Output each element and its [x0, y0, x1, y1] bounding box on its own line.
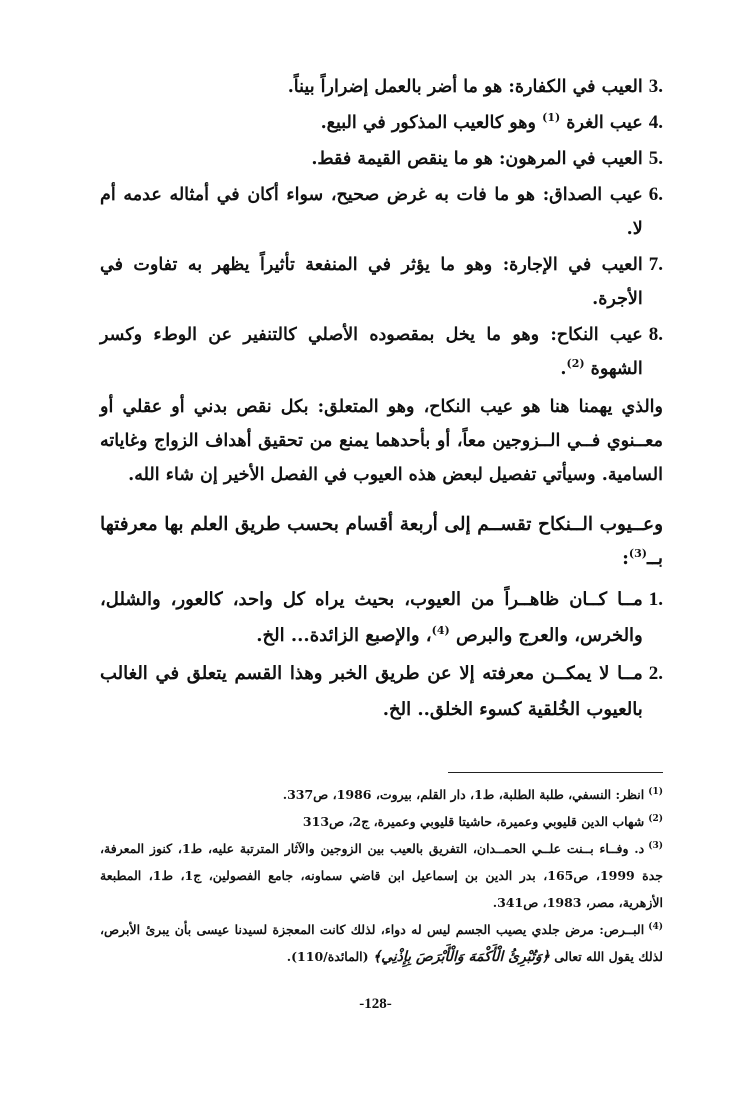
section-heading: وعــيوب الــنكاح تقســم إلى أربعة أقسام بحسب طريق العلم بها معرفتها بــ$^{(3)}$: — [100, 514, 663, 569]
footnote-ref[interactable]: (2) — [566, 357, 585, 371]
item-number: .6 — [648, 184, 663, 205]
list-item — [100, 70, 663, 104]
footnote-mark: (1) — [648, 786, 663, 797]
page-number: -128- — [359, 996, 392, 1012]
footnote-mark: (2) — [648, 813, 663, 824]
item-number: .1 — [648, 589, 663, 610]
list-item — [100, 106, 663, 140]
item-text: العيب في الإجارة: وهو ما يؤثر في المنفعة تأثيراً يظهر به تفاوت في الأجرة. — [100, 255, 643, 309]
footnote-mark: (3) — [648, 840, 663, 851]
item-text: العيب في الكفارة: هو ما أضر بالعمل إضراراً بيناً. — [287, 77, 643, 97]
list-item — [100, 582, 663, 654]
item-number: .3 — [648, 76, 663, 97]
list-item — [100, 248, 663, 316]
item-number: .2 — [648, 663, 663, 684]
footnote: $^{(3)}$د. وفــاء بــنت علــي الحمــدان، التفريق بالعيب بين الزوجين والآثار المترتبة عليه، ط1، كنوز المعرفة، جدة 1999، ص165، بدر الدين بن إسماعيل ابن قاضي سماونه، جامع الفصولين، ج1، ط1، المطبعة الأزهرية، مصر، 1983، ص341. — [100, 840, 664, 910]
body-paragraph: والذي يهمنا هنا هو عيب النكاح، وهو المتعلق: بكل نقص بدني أو عقلي أو معــنوي فــي الــزوجين معاً، أو بأحدهما يمنع من تحقيق أهداف الزواج وغاياته السامية. وسيأتي تفصيل لبعض هذه العيوب في الفصل الأخير إن شاء الله. — [100, 397, 663, 485]
item-text: مــا لا يمكــن معرفته إلا عن طريق الخبر وهذا القسم يتعلق في الغالب بالعيوب الخُلقية كسوء الخلق.. الخ. — [100, 663, 643, 720]
list-item — [100, 178, 663, 246]
list-top — [100, 70, 663, 386]
list-item — [100, 656, 663, 728]
list-item — [100, 318, 663, 386]
item-number: .4 — [648, 112, 663, 133]
footnote: $^{(2)}$شهاب الدين قليوبي وعميرة، حاشيتا قليوبي وعميرة، ج2، ص313 — [302, 813, 663, 829]
quran-verse: ﴿وَتُبْرِئُ الْأَكْمَهَ وَالْأَبْرَصَ بِإِذْنِي﴾ — [372, 949, 550, 965]
item-text: عيب الغرة $^{(1)}$ وهو كالعيب المذكور في البيع. — [320, 111, 643, 133]
item-number: .8 — [648, 324, 663, 345]
list-item — [100, 142, 663, 176]
footnote-separator — [448, 772, 663, 773]
item-text: عيب النكاح: وهو ما يخل بمقصوده الأصلي كالتنفير عن الوطء وكسر الشهوة $^{(2)}$. — [100, 325, 643, 379]
footnote-mark: (4) — [648, 921, 663, 932]
item-number: .7 — [648, 254, 663, 275]
footnote-ref[interactable]: (4) — [431, 624, 450, 637]
footnote-ref[interactable]: (3) — [628, 546, 647, 560]
footnote-ref[interactable]: (1) — [542, 111, 561, 125]
item-text: عيب الصداق: هو ما فات به غرض صحيح، سواء أكان في أمثاله عدمه أم لا. — [100, 185, 643, 239]
footnote: $^{(4)}$البــرص: مرض جلدي يصيب الجسم ليس له دواء، لذلك كانت المعجزة لسيدنا عيسى بأن يبرئ الأبرص، لذلك يقول الله تعالى ﴿وَتُبْرِئُ الْأَكْمَهَ وَالْأَبْرَصَ بِإِذْنِي﴾ (المائدة/110). — [100, 921, 663, 965]
item-text: مــا كــان ظاهــراً من العيوب، بحيث يراه كل واحد، كالعور، والشلل، والخرس، والعرج والبرص $^{(4)}$، والإصبع الزائدة... الخ. — [100, 589, 643, 646]
footnotes — [100, 781, 663, 971]
footnote: $^{(1)}$انظر: النسفي، طلبة الطلبة، ط1، دار القلم، بيروت، 1986، ص337. — [282, 786, 663, 802]
list-bottom — [100, 582, 663, 728]
item-number: .5 — [648, 148, 663, 169]
item-text: العيب في المرهون: هو ما ينقص القيمة فقط. — [311, 149, 643, 169]
